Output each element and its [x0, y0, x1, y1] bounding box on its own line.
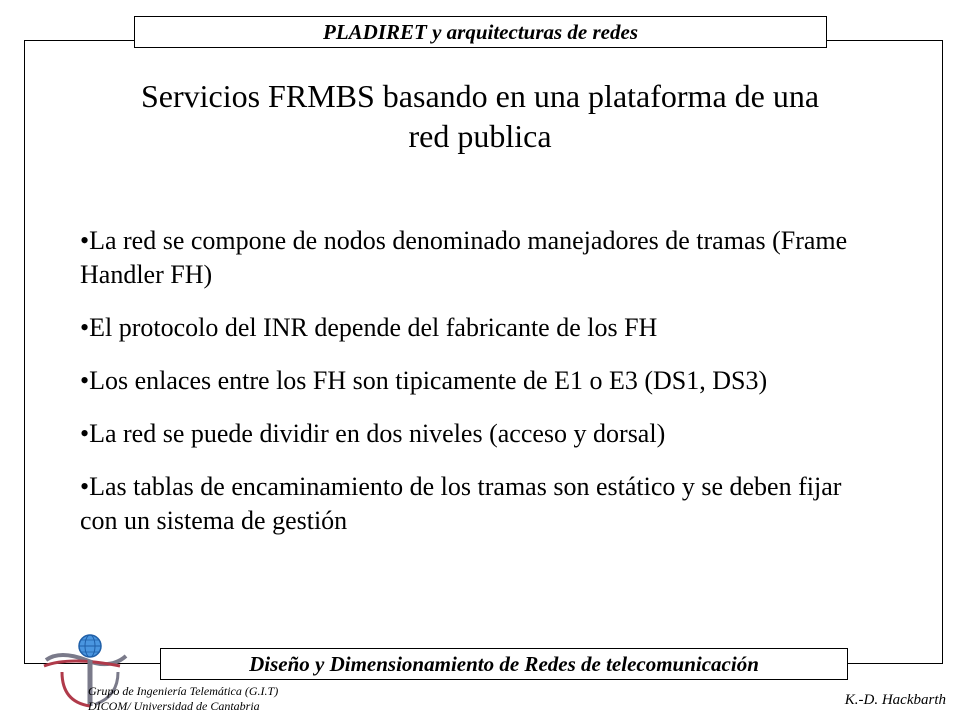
slide-title-line1: Servicios FRMBS basando en una plataforma de una	[140, 78, 820, 114]
header-title: PLADIRET y arquitecturas de redes	[134, 16, 827, 48]
org-info	[88, 684, 278, 714]
org-line1: Grupo de Ingeniería Telemática (G.I.T)	[88, 684, 279, 698]
org-line2: DICOM/ Universidad de Cantabria	[88, 699, 260, 713]
footer-title: Diseño y Dimensionamiento de Redes de telecomunicación	[160, 648, 848, 680]
author-name: K.-D. Hackbarth	[844, 692, 946, 708]
bullet-item: •Las tablas de encaminamiento de los tramas son estático y se deben fijar con un sistema de gestión	[80, 472, 842, 535]
slide-title-line2: red publica	[408, 118, 552, 154]
bullet-item: •La red se puede dividir en dos niveles (acceso y dorsal)	[80, 419, 666, 448]
bullet-list	[80, 224, 870, 557]
slide-title	[80, 76, 880, 156]
bullet-item: •La red se compone de nodos denominado manejadores de tramas (Frame Handler FH)	[80, 226, 848, 289]
bullet-item: •El protocolo del INR depende del fabricante de los FH	[80, 313, 658, 342]
bullet-item: •Los enlaces entre los FH son tipicamente de E1 o E3 (DS1, DS3)	[80, 366, 768, 395]
